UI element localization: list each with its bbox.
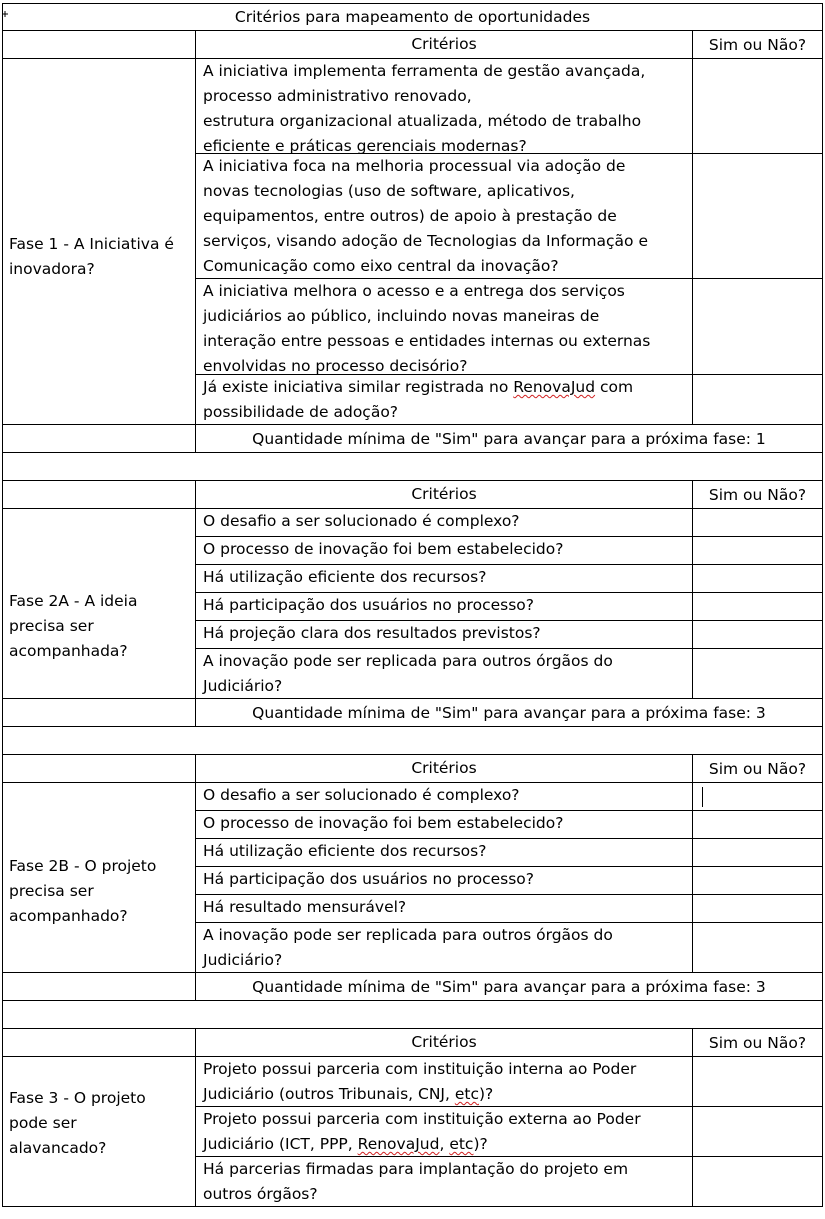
header-answer: Sim ou Não? <box>692 31 822 58</box>
header-criteria: Critérios <box>195 755 692 782</box>
phase-label-cell <box>3 783 195 972</box>
criterion-text: O processo de inovação foi bem estabelecido? <box>195 811 692 839</box>
minimum-empty-cell <box>3 699 195 726</box>
header-criteria: Critérios <box>195 1029 692 1056</box>
spellcheck-underline: etc <box>454 1085 479 1103</box>
answer-cell[interactable] <box>692 375 822 425</box>
answer-cell[interactable] <box>692 649 822 699</box>
answer-cell[interactable] <box>692 923 822 973</box>
minimum-row <box>2 425 823 453</box>
criterion-text: A iniciativa implementa ferramenta de gestão avançada, processo administrativo renovado, estrutura organizacional atualizada, método de trabalho eficiente e práticas gerenciais modernas? <box>195 59 692 154</box>
answer-cell[interactable] <box>692 895 822 923</box>
phase-block <box>2 59 823 425</box>
criterion-text: A iniciativa melhora o acesso e a entrega dos serviços judiciários ao público, incluindo novas maneiras de interação entre pessoas e entidades internas ou externas envolvidas no processo decisório? <box>195 279 692 375</box>
spellcheck-underline: etc <box>449 1135 474 1153</box>
answer-cell[interactable] <box>692 621 822 649</box>
header-row <box>2 755 823 783</box>
criterion-text: A inovação pode ser replicada para outros órgãos do Judiciário? <box>195 923 692 973</box>
phase-block <box>2 783 823 973</box>
criterion-text: Há participação dos usuários no processo? <box>195 593 692 621</box>
answer-cell[interactable] <box>692 537 822 565</box>
answer-cell[interactable] <box>692 783 822 811</box>
answer-cell[interactable] <box>692 811 822 839</box>
spacer-row <box>2 727 823 755</box>
criterion-text: Há utilização eficiente dos recursos? <box>195 565 692 593</box>
minimum-yes-count: Quantidade mínima de "Sim" para avançar para a próxima fase: 3 <box>195 973 822 1000</box>
phase-label: Fase 2B - O projeto precisa ser acompanhado? <box>9 857 157 925</box>
phase-label-cell <box>3 509 195 698</box>
answer-cell[interactable] <box>692 1107 822 1157</box>
minimum-row <box>2 973 823 1001</box>
minimum-empty-cell <box>3 425 195 452</box>
phase-label: Fase 2A - A ideia precisa ser acompanhada? <box>9 592 138 660</box>
header-empty-cell <box>3 31 195 58</box>
answer-cell[interactable] <box>692 509 822 537</box>
answer-cell[interactable] <box>692 279 822 375</box>
minimum-row <box>2 699 823 727</box>
answer-cell[interactable] <box>692 154 822 279</box>
minimum-yes-count: Quantidade mínima de "Sim" para avançar para a próxima fase: 1 <box>195 425 822 452</box>
criterion-text: Projeto possui parceria com instituição interna ao Poder Judiciário (outros Tribunais, CNJ, etc)? <box>195 1057 692 1107</box>
criterion-text: O desafio a ser solucionado é complexo? <box>195 509 692 537</box>
spacer-row <box>2 1001 823 1029</box>
header-empty-cell <box>3 755 195 782</box>
criterion-text: Há resultado mensurável? <box>195 895 692 923</box>
spellcheck-underline: RenovaJud <box>513 378 596 396</box>
answer-cell[interactable] <box>692 1157 822 1207</box>
phase-block <box>2 509 823 699</box>
phase-label-cell <box>3 1057 195 1206</box>
answer-cell[interactable] <box>692 593 822 621</box>
header-answer: Sim ou Não? <box>692 755 822 782</box>
title-row <box>2 3 823 31</box>
criterion-text: A inovação pode ser replicada para outros órgãos do Judiciário? <box>195 649 692 699</box>
header-answer: Sim ou Não? <box>692 481 822 508</box>
phase-label-cell <box>3 59 195 424</box>
criterion-text: Há projeção clara dos resultados previstos? <box>195 621 692 649</box>
criterion-text: Já existe iniciativa similar registrada no RenovaJud com possibilidade de adoção? <box>195 375 692 425</box>
criterion-text: A iniciativa foca na melhoria processual via adoção de novas tecnologias (uso de software, aplicativos, equipamentos, entre outros) de apoio à prestação de serviços, visando adoção de Tecnologias da Informação e Comunicação como eixo central da inovação? <box>195 154 692 279</box>
header-criteria: Critérios <box>195 31 692 58</box>
answer-cell[interactable] <box>692 1057 822 1107</box>
criterion-text: O processo de inovação foi bem estabelecido? <box>195 537 692 565</box>
phase-block <box>2 1057 823 1207</box>
minimum-yes-count: Quantidade mínima de "Sim" para avançar para a próxima fase: 3 <box>195 699 822 726</box>
header-empty-cell <box>3 481 195 508</box>
criterion-text: Há participação dos usuários no processo? <box>195 867 692 895</box>
header-criteria: Critérios <box>195 481 692 508</box>
minimum-empty-cell <box>3 973 195 1000</box>
criteria-table <box>2 3 823 1218</box>
spellcheck-underline: RenovaJud <box>357 1135 440 1153</box>
header-empty-cell <box>3 1029 195 1056</box>
header-answer: Sim ou Não? <box>692 1029 822 1056</box>
answer-cell[interactable] <box>692 839 822 867</box>
answer-cell[interactable] <box>692 867 822 895</box>
phase-label: Fase 3 - O projeto pode ser alavancado? <box>9 1089 146 1157</box>
header-row <box>2 31 823 59</box>
header-row <box>2 481 823 509</box>
table-title: Critérios para mapeamento de oportunidades <box>234 8 591 26</box>
answer-cell[interactable] <box>692 565 822 593</box>
header-row <box>2 1029 823 1057</box>
phase-label: Fase 1 - A Iniciativa é inovadora? <box>9 235 174 278</box>
criterion-text: Projeto possui parceria com instituição externa ao Poder Judiciário (ICT, PPP, RenovaJud, etc)? <box>195 1107 692 1157</box>
criterion-text: Há utilização eficiente dos recursos? <box>195 839 692 867</box>
spacer-row <box>2 453 823 481</box>
criterion-text: Há parcerias firmadas para implantação do projeto em outros órgãos? <box>195 1157 692 1207</box>
criterion-text: O desafio a ser solucionado é complexo? <box>195 783 692 811</box>
answer-cell[interactable] <box>692 59 822 154</box>
text-cursor <box>702 787 703 807</box>
